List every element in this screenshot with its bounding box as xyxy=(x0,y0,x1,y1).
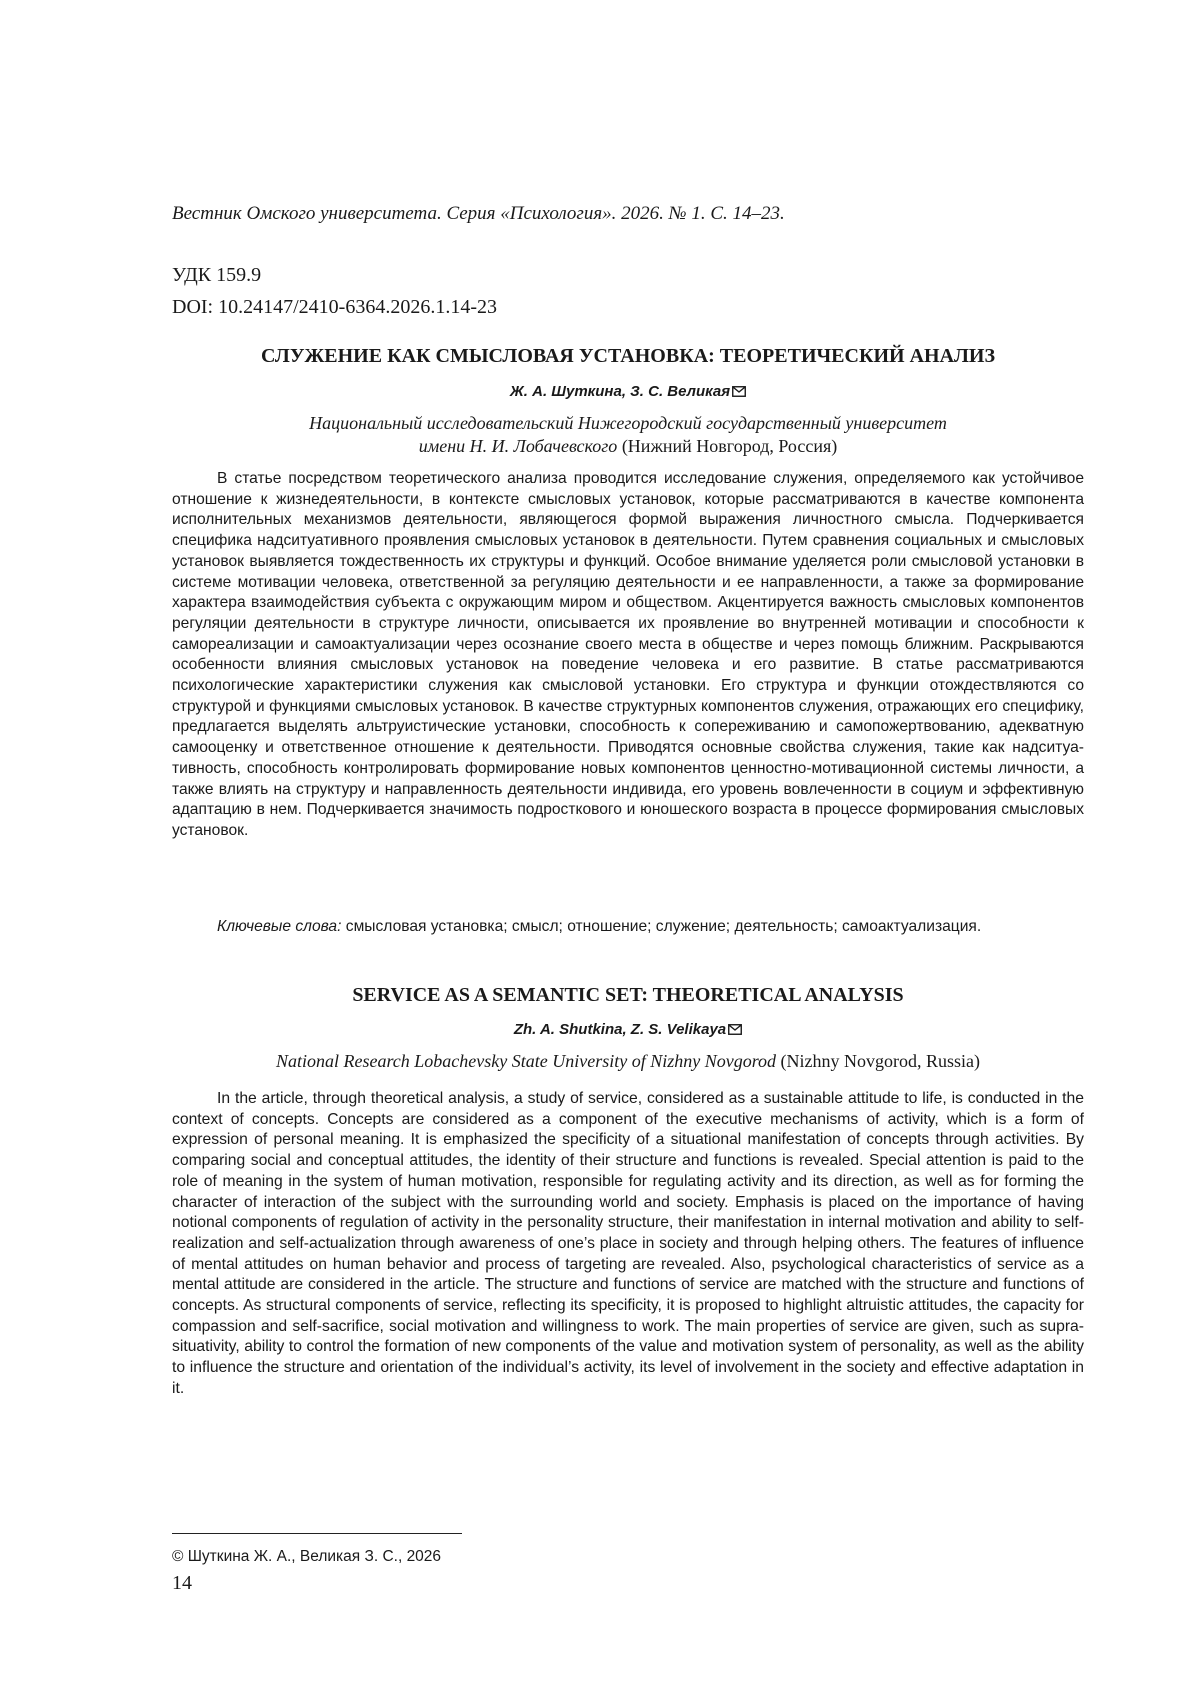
affiliation-ru-line1: Национальный исследовательский Нижегородский государственный университет xyxy=(309,413,947,433)
article-title-ru: СЛУЖЕНИЕ КАК СМЫСЛОВАЯ УСТАНОВКА: ТЕОРЕТИЧЕСКИЙ АНАЛИЗ xyxy=(260,345,996,367)
keywords-label: Ключевые слова: xyxy=(217,918,342,935)
affiliation-en-location: (Nizhny Novgorod, Russia) xyxy=(776,1051,981,1071)
affiliation-ru xyxy=(172,412,1084,458)
footnote-divider xyxy=(172,1533,462,1534)
authors-en-text: Zh. A. Shutkina, Z. S. Velikaya xyxy=(513,1021,727,1038)
abstract-en: In the article, through theoretical analysis, a study of service, considered as a sustainable attitude to life, is conducted in the context of concepts. Concepts are considered as a component of the executive mechanisms of activity, which is a form of expression of personal meaning. It is emphasized the specificity of a situational manifestation of concepts through activities. By comparing social and conceptual attitudes, the identity of their structure and functions is revealed. Special attention is paid to the role of meaning in the system of human motivation, responsible for regulating activity and its direction, as well as for forming the character of interaction of the subject with the surrounding world and society. Emphasis is placed on the importance of having notional components of regulation of activity in the personality structure, their manifestation in internal motivation and ability to self-realization and self-actualization through awareness of one’s place in society and through helping others. The features of influence of mental attitudes on human behavior and process of targeting are revealed. Also, psychological characteristics of service as a mental attitude are considered in the article. The structure and functions of service are matched with the structure and functions of concepts. As structural components of service, reflecting its specificity, it is proposed to highlight altruistic attitudes, the capacity for compassion and self-sacrifice, social motivation and willingness to work. The main properties of service are given, such as supra-situativity, ability to control the formation of new components of the value and motivation system of personality, as well as the ability to influence the structure and orientation of the individual’s activity, its level of involvement in the society and effective adaptation in it. xyxy=(172,1090,1084,1397)
abstract-ru: В статье посредством теоретического анализа проводится исследование служения, определяемого как устойчивое отношение к жизнедеятельности, в контексте смысловых установок, которые рассматриваются в качестве компонента исполнительных механизмов деятельности, являющегося формой выражения личностного смысла. Подчеркивается специфика надситуативного проявления смысловых установок в деятельности. Путем сравнения социальных и смысловых установок выявляется тождественность их структуры и функций. Особое внимание уделяется роли смысловой установки в системе мотивации человека, ответственной за регуляцию деятельности и ее направленности, а также за формирование характера взаимодействия субъекта с окружающим миром и обществом. Акцентируется важность смысловых компонентов регуляции деятельности в структуре личности, описывается их проявление во внутренней мотивации и способности к самореализации и самоактуализации через осознание своего места в обществе и через помощь ближним. Раскрываются особенности влияния смысловых установок на поведение человека и его развитие. В статье рассматриваются психологические характеристики служения как смысловой установки. Его структура и функции отождествляются со структурой и функциями смысловых установок. В качестве структурных компонентов служения, отражающих его специфику, предлагается выделять альтруистические установки, способность к сопереживанию и самопожертвованию, адекватную самооценку и ответственное отношение к деятельности. Приводятся основные свойства служения, такие как надситуативность, способность контролировать формирование новых компонентов ценностно-мотивационной системы личности, а также влиять на структуру и направленность деятельности индивида, его уровень вовлеченности в социум и эффективную адаптацию в нем. Подчеркивается значимость подросткового и юношеского возраста в процессе формирования смысловых установок. xyxy=(172,470,1084,839)
envelope-icon xyxy=(728,1021,742,1041)
authors-ru-text: Ж. А. Шуткина, З. С. Великая xyxy=(509,383,731,400)
authors-ru xyxy=(172,382,1084,403)
affiliation-en-name: National Research Lobachevsky State University of Nizhny Novgorod xyxy=(275,1051,777,1071)
udk-code: УДК 159.9 xyxy=(172,264,262,286)
affiliation-ru-location: (Нижний Новгород, Россия) xyxy=(617,436,838,456)
envelope-icon xyxy=(732,383,746,403)
page-number: 14 xyxy=(172,1572,192,1594)
keywords-ru xyxy=(172,917,1084,938)
doi: DOI: 10.24147/2410-6364.2026.1.14-23 xyxy=(172,296,497,318)
affiliation-ru-line2: имени Н. И. Лобачевского xyxy=(418,436,618,456)
article-title-en: SERVICE AS A SEMANTIC SET: THEORETICAL ANALYSIS xyxy=(352,984,904,1006)
copyright-notice: © Шуткина Ж. А., Великая З. С., 2026 xyxy=(172,1548,442,1565)
journal-reference: Вестник Омского университета. Серия «Психология». 2026. № 1. С. 14–23. xyxy=(172,203,785,224)
authors-en xyxy=(172,1020,1084,1041)
keywords-list: смысловая установка; смысл; отношение; служение; деятельность; самоактуализация. xyxy=(341,918,982,935)
affiliation-en xyxy=(172,1050,1084,1073)
